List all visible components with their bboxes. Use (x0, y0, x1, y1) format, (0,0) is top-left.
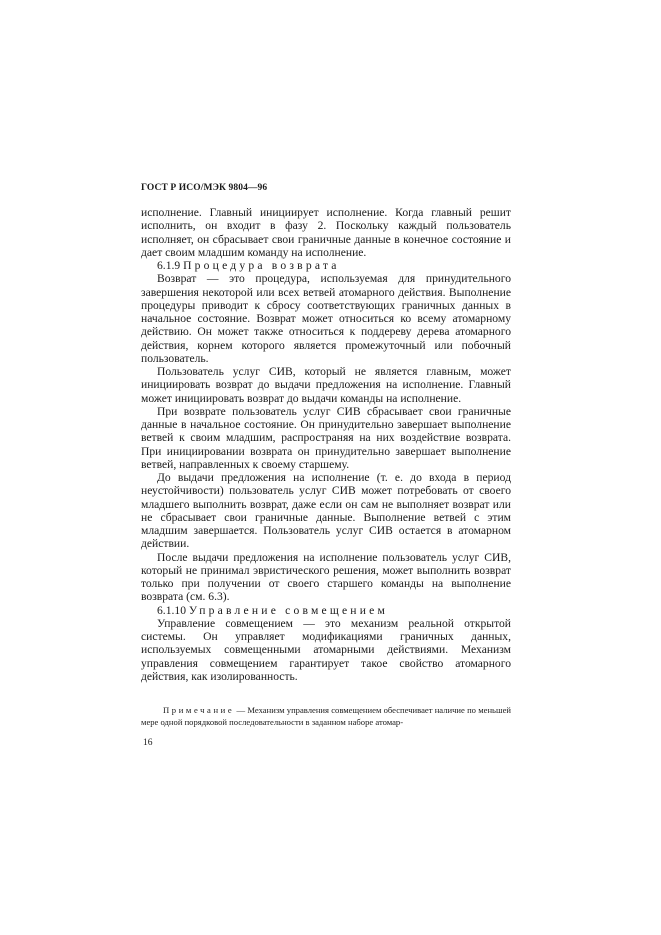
document-header: ГОСТ Р ИСО/МЭК 9804—96 (141, 183, 268, 193)
paragraph: Управление совмещением — это механизм реальной открытой системы. Он управляет модификациями граничных данных, используемых совмещенными атомарными действиями. Механизм управления совмещением гарантирует такое свойство атомарного действия, как изолированность. (141, 616, 511, 683)
section-heading-6-1-10 (141, 604, 511, 617)
note-text: Механизм управления совмещением обеспечивает наличие по меньшей мере одной порядковой последовательности в заданном наборе атомар- (141, 705, 512, 727)
note-block (141, 704, 511, 728)
document-body (141, 206, 511, 683)
paragraph: Возврат — это процедура, используемая для принудительного завершения некоторой или всех ветвей атомарного действия. Выполнение процедуры приводит к сбросу соответствующих граничных данных в начальное состояние. Возврат может относиться ко всему атомарному действию. Он может также относиться к поддереву дерева атомарного действия, корнем которого является промежуточный или побочный пользователь. (141, 272, 511, 365)
section-number: 6.1.10 (157, 603, 186, 617)
paragraph-continuation: исполнение. Главный инициирует исполнение. Когда главный решит исполнить, он входит в фазу 2. Поскольку каждый пользователь исполняет, он сбрасывает свои граничные данные в конечное состояние и дает своим младшим команду на исполнение. (141, 206, 511, 259)
paragraph: Пользователь услуг СИВ, который не является главным, может инициировать возврат до выдачи предложения на исполнение. Главный может инициировать возврат до выдачи команды на исполнение. (141, 365, 511, 405)
paragraph: После выдачи предложения на исполнение пользователь услуг СИВ, который не принимал эвристического решения, может выполнить возврат только при получении от своего старшего команды на выполнение возврата (см. 6.3). (141, 550, 511, 604)
section-title: Процедура возврата (183, 259, 340, 272)
paragraph: При возврате пользователь услуг СИВ сбрасывает свои граничные данные в начальное состояние. Он принудительно завершает выполнение ветвей к своим младшим, распространяя на них воздействие возврата. При инициировании возврата он принудительно завершает выполнение ветвей, направленных к своему старшему. (141, 404, 511, 471)
section-heading-6-1-9 (141, 259, 511, 272)
section-title: Управление совмещением (188, 603, 388, 617)
page-number: 16 (143, 738, 153, 748)
note-label: Примечание (163, 705, 235, 715)
section-number: 6.1.9 (157, 259, 181, 272)
paragraph: До выдачи предложения на исполнение (т. е. до входа в период неустойчивости) пользователь услуг СИВ может потребовать от своего младшего выполнить возврат, даже если он сам не выполняет возврат или не сбрасывает свои граничные данные. Выполнение ветвей с этим младшим завершается. Пользователь услуг СИВ остается в атомарном действии. (141, 471, 511, 551)
note-dash: — (234, 705, 248, 715)
